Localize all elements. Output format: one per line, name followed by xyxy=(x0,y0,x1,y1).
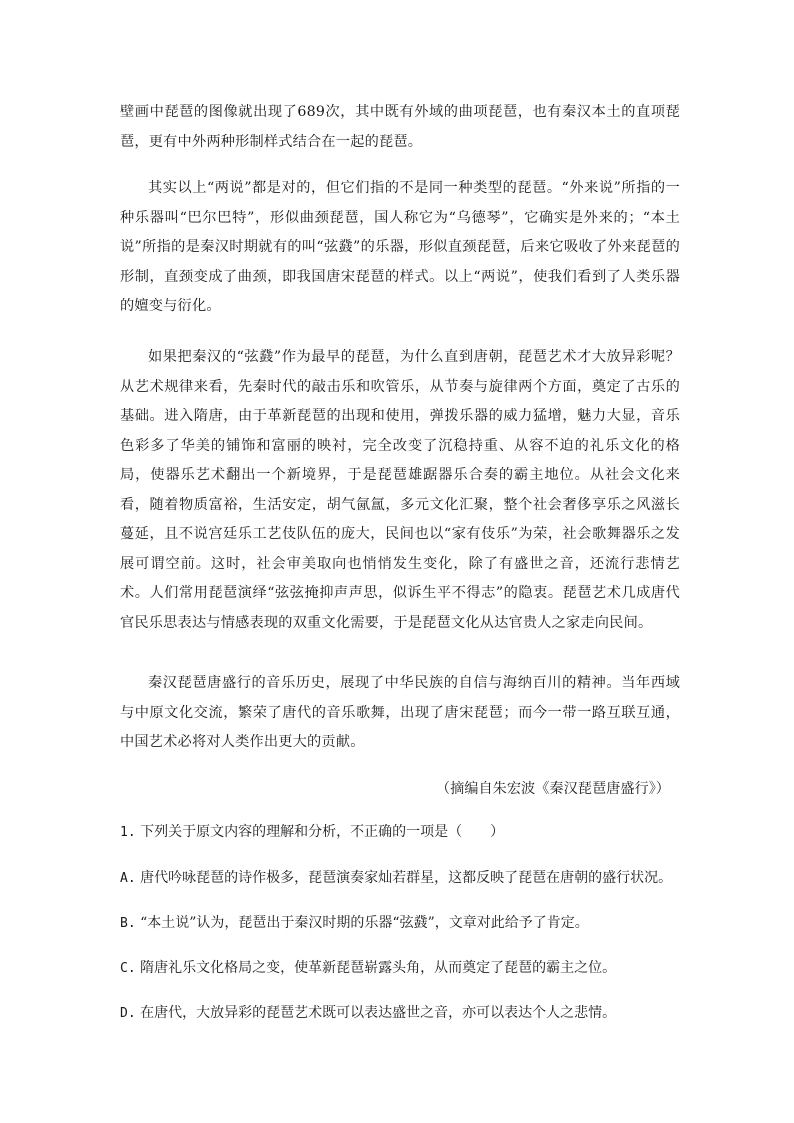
question-number: 1. xyxy=(120,825,136,840)
option-b-text: “本土说”认为，琵琶出于秦汉时期的乐器“弦鼗”，文章对此给予了肯定。 xyxy=(140,915,589,931)
option-b xyxy=(120,909,690,939)
passage-paragraph-3: 如果把秦汉的“弦鼗”作为最早的琵琶，为什么直到唐朝，琵琶艺术才大放异彩呢？从艺术规律来看，先秦时代的敲击乐和吹管乐，从节奏与旋律两个方面，奠定了古乐的基础。进入隋唐，由于革新琵琶的出现和使用，弹拨乐器的威力猛增，魅力大显，音乐色彩多了华美的铺饰和富丽的映衬，完全改变了沉稳持重、从容不迫的礼乐文化的格局，使器乐艺术翻出一个新境界，于是琵琶雄踞器乐合奏的霸主地位。从社会文化来看，随着物质富裕，生活安定，胡气氤氲，多元文化汇聚，整个社会奢侈享乐之风滋长蔓延，且不说宫廷乐工艺伎队伍的庞大，民间也以“家有伎乐”为荣，社会歌舞器乐之发展可谓空前。这时，社会审美取向也悄悄发生变化，除了有盛世之音，还流行悲情艺术。人们常用琵琶演绎“弦弦掩抑声声思，似诉生平不得志”的隐衷。琵琶艺术几成唐代官民乐思表达与情感表现的双重文化需要，于是琵琶文化从达官贵人之家走向民间。 xyxy=(120,349,680,631)
option-c xyxy=(120,954,690,984)
option-b-label: B. xyxy=(120,916,136,931)
passage-paragraph-2: 其实以上“两说”都是对的，但它们指的不是同一种类型的琵琶。“外来说”所指的一种乐器叫“巴尔巴特”，形似曲颈琵琶，国人称它为“乌德琴”，它确实是外来的；“本土说”所指的是秦汉时期就有的叫“弦鼗”的乐器，形似直颈琵琶，后来它吸收了外来琵琶的形制，直颈变成了曲颈，即我国唐宋琵琶的样式。以上“两说”，使我们看到了人类乐器的嬗变与衍化。 xyxy=(120,180,680,314)
option-d-label: D. xyxy=(120,1006,136,1021)
option-a xyxy=(120,864,690,894)
question-stem-text: 下列关于原文内容的理解和分析，不正确的一项是（ ） xyxy=(140,824,505,840)
option-d-text: 在唐代，大放异彩的琵琶艺术既可以表达盛世之音，亦可以表达个人之悲情。 xyxy=(140,1005,617,1021)
option-d xyxy=(120,999,690,1029)
option-c-label: C. xyxy=(120,961,136,976)
passage-paragraph-4: 秦汉琵琶唐盛行的音乐历史，展现了中华民族的自信与海纳百川的精神。当年西域与中原文化交流，繁荣了唐代的音乐歌舞，出现了唐宋琵琶；而今一带一路互联互通，中国艺术必将对人类作出更大的贡献。 xyxy=(120,675,680,750)
passage-paragraph-1: 壁画中琵琶的图像就出现了689次，其中既有外域的曲项琵琶，也有秦汉本土的直项琵琶，更有中外两种形制样式结合在一起的琵琶。 xyxy=(120,104,680,150)
option-a-label: A. xyxy=(120,871,136,886)
option-c-text: 隋唐礼乐文化格局之变，使革新琵琶崭露头角，从而奠定了琵琶的霸主之位。 xyxy=(140,960,617,976)
option-a-text: 唐代吟咏琵琶的诗作极多，琵琶演奏家灿若群星，这都反映了琵琶在唐朝的盛行状况。 xyxy=(140,870,673,886)
passage-source: （摘编自朱宏波《秦汉琵琶唐盛行》） xyxy=(435,781,670,797)
question-stem xyxy=(120,818,690,848)
